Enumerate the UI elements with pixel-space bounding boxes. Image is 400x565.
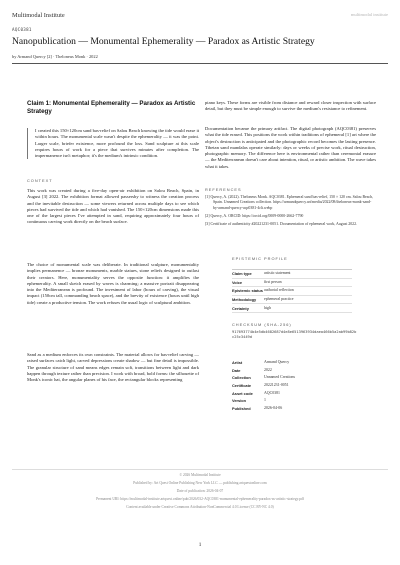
- context-label: CONTEXT: [27, 178, 53, 183]
- checksum-value: 917693774b4e5db4682687d4e8e6513963934daea466b5a2ab99b82b c25c3449d: [232, 330, 357, 339]
- row-value: artistic statement: [264, 271, 291, 276]
- row-value: high: [264, 305, 271, 310]
- epistemic-profile-label: EPISTEMIC PROFILE: [232, 256, 288, 261]
- references-label: REFERENCES: [205, 187, 242, 192]
- row-key: Claim type: [232, 271, 252, 277]
- table-row: [232, 287, 352, 296]
- reference-item: [1] Quercy, A. (2022). Theloneus Monk. AQC0381. Ephemeral sand bas-relief, 150 × 120 cm. Salou Beach, Spain. Unnamed Creations collection. https://armandquercy.art/media/2022/08/theloneus-monk-sand-by-armand-quercy-aqc0381-4rlt.webp: [205, 195, 374, 210]
- reference-item: [3] Certificate of authenticity #20221231-0051. Documentation of ephemeral work, August 2022.: [205, 221, 358, 226]
- table-row: [232, 382, 342, 390]
- row-key: Voice: [232, 279, 243, 285]
- row-value: authorial reflection: [264, 288, 294, 293]
- row-key: Methodology: [232, 297, 257, 303]
- page-header: [12, 12, 388, 22]
- footer-permanent-uri[interactable]: Permanent URI: https://multimodal-institute.artquest.online/pub/2026/032-AQC0381-monumental-ephemerality-paradox-as-artistic-strategy.pdf: [96, 497, 304, 501]
- row-value: 2022: [264, 367, 272, 372]
- footer-divider: [12, 469, 388, 470]
- references-list: [205, 195, 376, 230]
- context-paragraph-1: This work was created during a five-day open-air exhibition on Salou Beach, Spain, in August [3] 2022. The exhibition format allowed passersby to witness the creation process and the inevitable destruction — some viewers returned across multiple days to see which pieces had survived the tide and which had vanished. The 150×120cm dimensions made this one of the largest pieces I've attempted in sand, requiring approximately four hours of continuous carving work directly on the beach surface.: [27, 188, 199, 225]
- byline: by Armand Quercy [2] · Theloneus Monk · 2022: [12, 54, 98, 59]
- document-code: AQC0381: [12, 27, 32, 32]
- row-key: Version: [232, 398, 247, 404]
- table-row: [232, 278, 352, 287]
- row-key: Collection: [232, 375, 251, 381]
- checksum-label: CHECKSUM (SHA-256): [232, 322, 292, 327]
- epistemic-profile-table: [232, 269, 352, 313]
- table-row: [232, 270, 352, 279]
- footer-copyright: © 2026 Multimodal Institute: [179, 473, 221, 477]
- row-value: 1: [264, 398, 266, 403]
- table-row: [232, 397, 342, 405]
- claim-abstract: I created this 150×120cm sand bas-relief on Salou Beach knowing the tide would erase it within hours. The monumental scale wasn't despite the ephemerality — it was the point. Larger scale, briefer existence, more profound the loss. Sand sculpture at this scale requires hours of work for a piece that survives minutes after completion. The impermanence isn't metaphor; it's the medium's intrinsic condition.: [27, 128, 199, 159]
- row-value: Armand Quercy: [264, 360, 290, 365]
- table-row: [232, 389, 342, 397]
- title-divider: [12, 63, 388, 64]
- table-row: [232, 374, 342, 382]
- row-key: Epistemic status: [232, 288, 263, 294]
- table-row: [232, 304, 352, 313]
- table-row: [232, 405, 342, 413]
- continued-paragraph: piano keys. These forms are visible from distance and reward closer inspection with surface detail, but they must be simple enough to survive the medium's resistance to refinement.: [205, 100, 376, 112]
- claim-title: Claim 1: Monumental Ephemerality — Paradox as Artistic Strategy: [27, 100, 196, 115]
- row-key: Certificate: [232, 383, 252, 389]
- row-value: AQC0381: [264, 390, 280, 395]
- footer-publisher: Published by: Art Quest Online Publishing New York LLC — publishing.artquestonline.com: [133, 481, 267, 485]
- row-key: Artist: [232, 360, 243, 366]
- row-value: 20221231-0051: [264, 383, 289, 388]
- footer-license: Content available under Creative Commons Attribution-NonCommercial 4.0 License (CC BY-NC 4.0): [126, 505, 274, 509]
- context-paragraph-3: Sand as a medium enforces its own constraints. The material allows for bas-relief carving — raised surfaces catch light, carved depressions create shadow — but fine detail is impossible. The granular structure of sand means edges remain soft, transitions between light and dark happen through texture rather than precision. I work with broad, bold forms: the silhouette of Monk's iconic hat, the angular planes of his face, the rectangular blocks representing: [27, 352, 199, 383]
- row-value: Unnamed Creations: [264, 375, 296, 380]
- table-row: [232, 359, 342, 367]
- row-value: first person: [264, 279, 282, 284]
- documentation-paragraph: Documentation became the primary artifact. The digital photograph (AQC0381) preserves what the tide erased. This positions the work within traditions of ephemeral [1] art where the object's destruction is anticipated and the photographic record becomes the lasting presence. Tibetan sand mandalas operate similarly: days or weeks of precise work, ritual destruction, photographic memory. The difference here is environmental rather than ceremonial erasure — the Mediterranean doesn't care about intention, ritual, or artistic ambition. The wave takes what it takes.: [205, 126, 376, 169]
- footer-publication-date: Date of publication: 2026-04-07: [176, 489, 224, 493]
- row-value: 2026-04-06: [264, 405, 283, 410]
- table-row: [232, 295, 352, 304]
- row-value: ephemeral practice: [264, 297, 294, 302]
- table-row: [232, 367, 342, 375]
- page-number: 1: [198, 542, 202, 548]
- reference-item: [2] Quercy, A. ORCID: https://orcid.org/0009-0000-2662-7790: [205, 213, 304, 218]
- watermark-text: multimodal institute: [350, 12, 388, 17]
- page-title: Nanopublication — Monumental Ephemerality — Paradox as Artistic Strategy: [12, 36, 315, 47]
- artwork-metadata-table: [232, 359, 342, 412]
- institution-name: Multimodal Institute: [12, 12, 65, 19]
- row-key: Date: [232, 367, 241, 373]
- row-key: Published: [232, 405, 251, 411]
- row-key: Asset code: [232, 390, 253, 396]
- context-paragraph-2: The choice of monumental scale was deliberate. In traditional sculpture, monumentality implies permanence — bronze monuments, marble statues, stone reliefs designed to outlast their creators. Here, monumentality serves the opposite function: it amplifies the ephemerality. A small sketch erased by waves is charming; a massive portrait disappearing into the Mediterranean is profound. The investment of labor (hours of carving), the visual impact (150cm tall, commanding beach space), and the brevity of existence (hours until high tide) create a productive tension. The work refuses the usual logic of sculptural ambition.: [27, 262, 199, 305]
- row-key: Certainty: [232, 305, 249, 311]
